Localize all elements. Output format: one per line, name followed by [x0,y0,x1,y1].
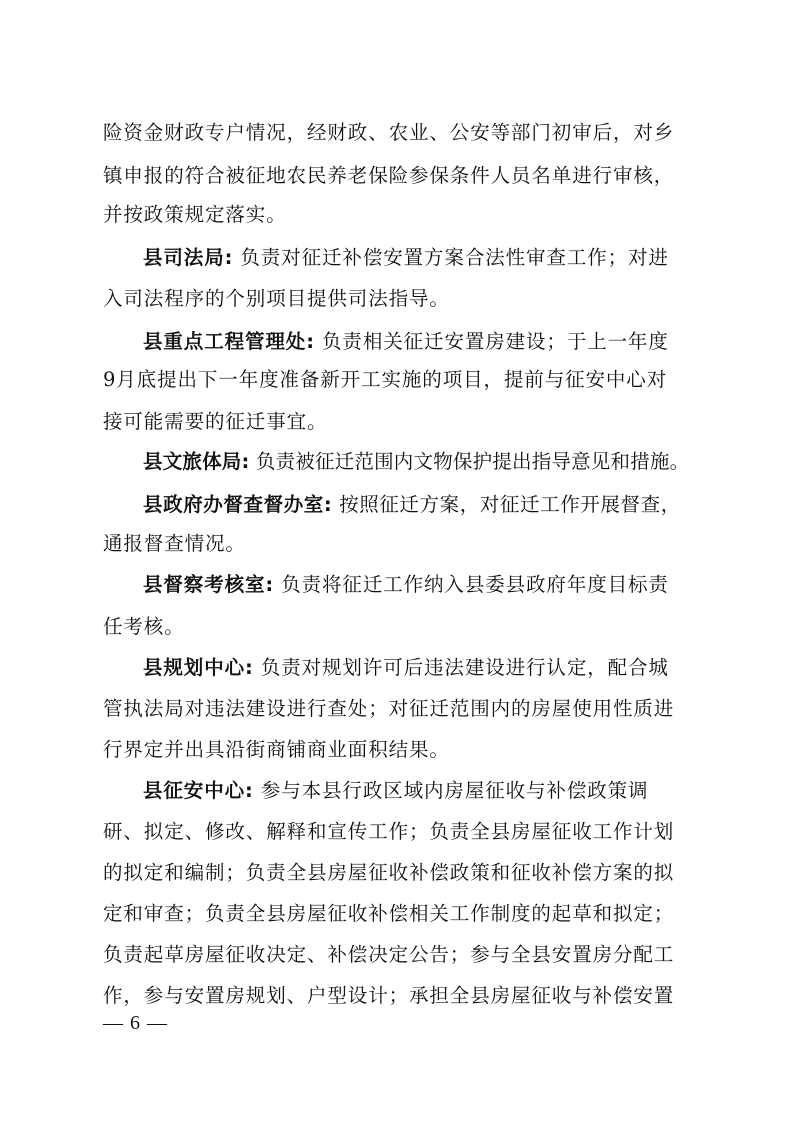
paragraph-line [143,775,693,807]
department-heading: 县规划中心: [143,656,254,679]
text-segment: 负责对征迁补偿安置方案合法性审查工作；对进 [240,246,669,269]
text-line: 并按政策规定落实。 [103,203,287,226]
department-heading: 县重点工程管理处: [143,330,315,353]
paragraph-line [143,489,693,521]
department-heading: 县政府办督查督办室: [143,493,333,516]
text-line: 入司法程序的个别项目提供司法指导。 [103,287,450,310]
text-line: 接可能需要的征迁事宜。 [103,410,328,433]
text-segment: 负责相关征迁安置房建设；于上一年度 [322,330,669,353]
text-line: 9月底提出下一年度准备新开工实施的项目，提前与征安中心对 [103,368,668,391]
text-line: 管执法局对违法建设进行查处；对征迁范围内的房屋使用性质进 [103,697,675,720]
paragraph-line [143,569,693,601]
paragraph-line [143,242,693,274]
text-line: 负责起草房屋征收决定、补偿决定公告；参与全县安置房分配工 [103,943,675,966]
paragraph-line [143,652,693,684]
text-line: 通报督查情况。 [103,532,246,555]
text-line: 险资金财政专户情况，经财政、农业、公安等部门初审后，对乡 [103,121,675,144]
text-line: 的拟定和编制；负责全县房屋征收补偿政策和征收补偿方案的拟 [103,861,675,884]
text-segment: 负责对规划许可后违法建设进行认定，配合城 [260,656,669,679]
department-heading: 县征安中心: [143,779,254,802]
paragraph-line [143,326,693,358]
text-line: 镇申报的符合被征地农民养老保险参保条件人员名单进行审核， [103,164,675,187]
text-line: 任考核。 [103,615,185,638]
department-heading: 县司法局: [143,246,234,269]
department-heading: 县督察考核室: [143,573,275,596]
text-segment: 负责被征迁范围内文物保护提出指导意见和措施。 [255,450,690,473]
text-line: 作，参与安置房规划、户型设计；承担全县房屋征收与补偿安置 [103,984,675,1007]
text-segment: 负责将征迁工作纳入县委县政府年度目标责 [281,573,669,596]
text-line: 研、拟定、修改、解释和宣传工作；负责全县房屋征收工作计划 [103,820,675,843]
department-heading: 县文旅体局: [143,450,250,473]
text-line: 定和审查；负责全县房屋征收补偿相关工作制度的起草和拟定； [103,902,675,925]
text-line: 行界定并出具沿街商铺商业面积结果。 [103,738,450,761]
text-segment: 按照征迁方案，对征迁工作开展督查， [339,493,681,516]
paragraph-line [143,446,693,478]
page-number: — 6 — [103,1012,168,1034]
text-segment: 参与本县行政区域内房屋征收与补偿政策调 [260,779,649,802]
